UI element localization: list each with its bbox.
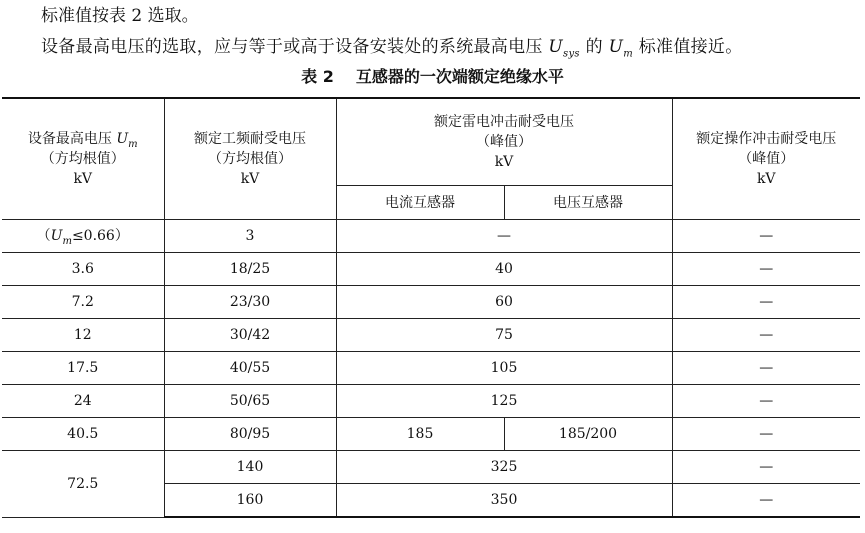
p2-sub-m: m — [623, 48, 634, 60]
table-caption — [0, 67, 865, 87]
cell-max-voltage: 40.5 — [2, 418, 164, 451]
table-number: 表 2 — [301, 67, 334, 86]
intro-paragraph-2 — [41, 37, 743, 60]
header-switching-impulse-label: 额定操作冲击耐受电压 — [696, 131, 837, 147]
header-current-transformer: 电流互感器 — [336, 186, 504, 220]
cell-um-pre: （ — [36, 228, 51, 244]
header-max-voltage — [2, 98, 164, 220]
table-row — [2, 319, 860, 352]
cell-um-post: ≤0.66） — [71, 228, 129, 244]
header-max-voltage-rms: （方均根值） — [40, 151, 125, 167]
header-switching-impulse-peak: （峰值） — [738, 151, 795, 167]
p2-var-um: U — [608, 37, 624, 57]
header-max-voltage-unit: kV — [73, 171, 93, 187]
cell-switching-impulse: — — [672, 253, 860, 286]
cell-power-frequency: 18/25 — [164, 253, 336, 286]
cell-lightning-impulse-ct: 185 — [336, 418, 504, 451]
cell-max-voltage: 24 — [2, 385, 164, 418]
cell-switching-impulse: — — [672, 451, 860, 484]
table-row — [2, 385, 860, 418]
header-power-frequency — [164, 98, 336, 220]
cell-lightning-impulse: — — [336, 220, 672, 253]
cell-lightning-impulse: 60 — [336, 286, 672, 319]
table-row — [2, 253, 860, 286]
table-row — [2, 220, 860, 253]
cell-max-voltage: 72.5 — [2, 451, 164, 518]
cell-power-frequency: 80/95 — [164, 418, 336, 451]
cell-lightning-impulse-vt: 185/200 — [504, 418, 672, 451]
header-max-voltage-var: U — [116, 131, 129, 147]
p2-text-mid: 的 — [579, 37, 609, 57]
cell-power-frequency: 30/42 — [164, 319, 336, 352]
cell-switching-impulse: — — [672, 484, 860, 518]
cell-um-var: U — [50, 228, 63, 244]
cell-switching-impulse: — — [672, 385, 860, 418]
cell-switching-impulse: — — [672, 319, 860, 352]
header-switching-impulse — [672, 98, 860, 220]
cell-max-voltage: 17.5 — [2, 352, 164, 385]
table-title: 互感器的一次端额定绝缘水平 — [355, 67, 564, 86]
table-row — [2, 451, 860, 484]
cell-um-sub: m — [62, 235, 72, 247]
cell-lightning-impulse: 40 — [336, 253, 672, 286]
cell-power-frequency: 140 — [164, 451, 336, 484]
cell-lightning-impulse: 350 — [336, 484, 672, 518]
table-row — [2, 286, 860, 319]
cell-lightning-impulse: 75 — [336, 319, 672, 352]
header-power-frequency-label: 额定工频耐受电压 — [194, 131, 306, 147]
intro-paragraph-1: 标准值按表 2 选取。 — [41, 6, 199, 26]
p2-text-after: 标准值接近。 — [633, 37, 743, 57]
header-voltage-transformer: 电压互感器 — [504, 186, 672, 220]
cell-lightning-impulse: 125 — [336, 385, 672, 418]
cell-max-voltage — [2, 220, 164, 253]
p2-var-usys: U — [548, 37, 564, 57]
header-lightning-impulse-unit: kV — [494, 154, 514, 170]
table-row — [2, 352, 860, 385]
header-max-voltage-sub: m — [128, 138, 138, 150]
cell-switching-impulse: — — [672, 418, 860, 451]
cell-max-voltage: 12 — [2, 319, 164, 352]
cell-max-voltage: 7.2 — [2, 286, 164, 319]
header-max-voltage-label: 设备最高电压 — [27, 131, 117, 147]
cell-power-frequency: 50/65 — [164, 385, 336, 418]
cell-switching-impulse: — — [672, 352, 860, 385]
cell-lightning-impulse: 325 — [336, 451, 672, 484]
header-lightning-impulse-peak: （峰值） — [476, 134, 532, 150]
header-power-frequency-rms: （方均根值） — [208, 151, 292, 167]
cell-switching-impulse: — — [672, 286, 860, 319]
cell-max-voltage: 3.6 — [2, 253, 164, 286]
p2-sub-sys: sys — [563, 48, 580, 60]
header-lightning-impulse-label: 额定雷电冲击耐受电压 — [434, 114, 574, 130]
insulation-level-table — [2, 97, 860, 518]
cell-power-frequency: 3 — [164, 220, 336, 253]
table-row — [2, 418, 860, 451]
header-lightning-impulse — [336, 98, 672, 186]
cell-lightning-impulse: 105 — [336, 352, 672, 385]
cell-switching-impulse: — — [672, 220, 860, 253]
header-switching-impulse-unit: kV — [756, 171, 776, 187]
cell-power-frequency: 160 — [164, 484, 336, 518]
header-power-frequency-unit: kV — [240, 171, 260, 187]
p2-text-before: 设备最高电压的选取，应与等于或高于设备安装处的系统最高电压 — [41, 37, 549, 57]
cell-power-frequency: 23/30 — [164, 286, 336, 319]
cell-power-frequency: 40/55 — [164, 352, 336, 385]
